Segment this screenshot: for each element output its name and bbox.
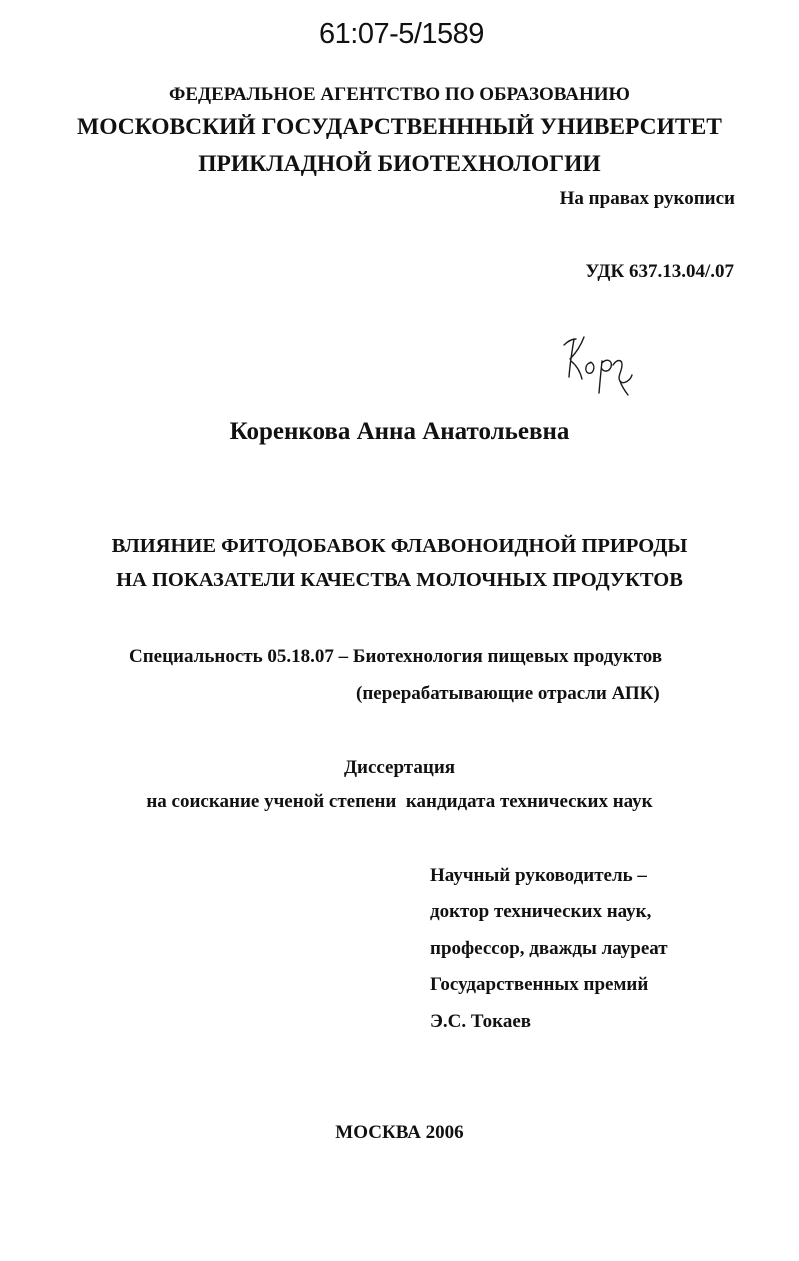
handwritten-signature <box>560 325 650 400</box>
university-name-line-1: МОСКОВСКИЙ ГОСУДАРСТВЕНННЫЙ УНИВЕРСИТЕТ <box>77 114 722 140</box>
supervisor-line: Государственных премий <box>430 974 649 995</box>
dissertation-title-line-1: ВЛИЯНИЕ ФИТОДОБАВОК ФЛАВОНОИДНОЙ ПРИРОДЫ <box>111 535 688 557</box>
supervisor-name: Э.С. Токаев <box>430 1011 532 1032</box>
manuscript-rights-note: На правах рукописи <box>559 188 735 209</box>
dissertation-title-line-2: НА ПОКАЗАТЕЛИ КАЧЕСТВА МОЛОЧНЫХ ПРОДУКТОВ <box>116 569 683 591</box>
specialty-line-1: Специальность 05.18.07 – Биотехнология пищевых продуктов <box>129 646 663 667</box>
agency-name: ФЕДЕРАЛЬНОЕ АГЕНТСТВО ПО ОБРАЗОВАНИЮ <box>169 84 630 105</box>
supervisor-line: Научный руководитель – <box>430 865 647 886</box>
university-name-line-2: ПРИКЛАДНОЙ БИОТЕХНОЛОГИИ <box>198 151 601 177</box>
supervisor-line: доктор технических наук, <box>430 901 652 922</box>
supervisor-line: профессор, дважды лауреат <box>430 938 668 959</box>
udk-code: УДК 637.13.04/.07 <box>585 261 734 282</box>
degree-statement: на соискание ученой степени кандидата технических наук <box>146 791 653 812</box>
city-year: МОСКВА 2006 <box>335 1122 464 1143</box>
author-name: Коренкова Анна Анатольевна <box>229 418 570 445</box>
specialty-line-2: (перерабатывающие отрасли АПК) <box>356 683 660 704</box>
registry-number: 61:07-5/1589 <box>319 18 484 50</box>
document-type-label: Диссертация <box>343 757 456 778</box>
